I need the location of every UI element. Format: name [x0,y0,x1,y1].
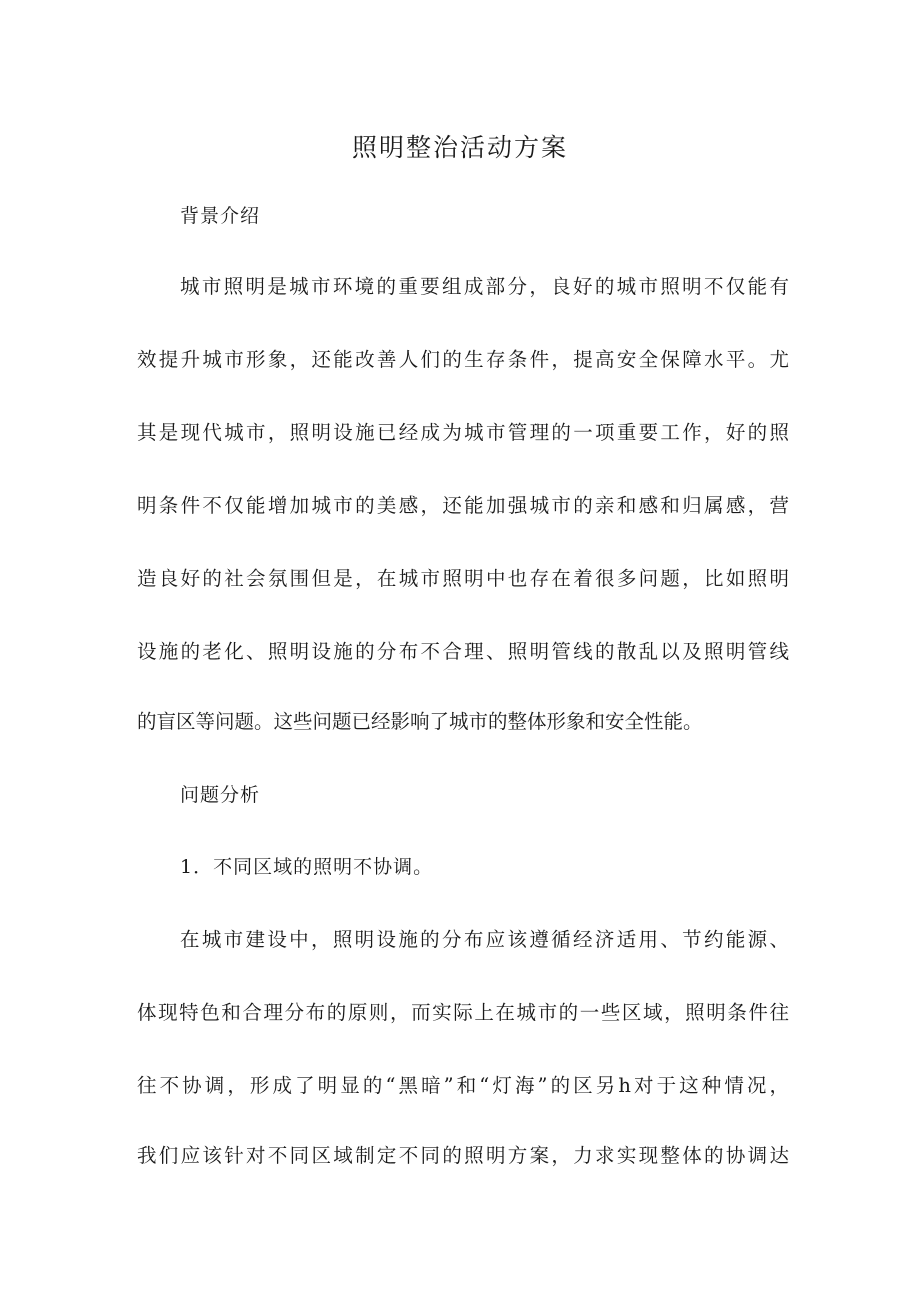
item-1-heading: 1．不同区域的照明不协调。 [180,856,434,878]
paragraph-line: 的盲区等问题。这些问题已经影响了城市的整体形象和安全性能。 [137,710,703,733]
document-title: 照明整治活动方案 [351,133,568,162]
paragraph-line: 体现特色和合理分布的原则，而实际上在城市的一些区域，照明条件往 [137,1001,789,1024]
paragraph-line: 设施的老化、照明设施的分布不合理、照明管线的散乱以及照明管线 [137,640,789,663]
paragraph-line: 效提升城市形象，还能改善人们的生存条件，提高安全保障水平。尤 [137,348,789,371]
paragraph-line: 造良好的社会氛围但是，在城市照明中也存在着很多问题，比如照明 [137,567,789,590]
paragraph-line: 往不协调，形成了明显的“黑暗”和“灯海”的区另h对于这种情况， [137,1074,789,1097]
paragraph-line: 其是现代城市，照明设施已经成为城市管理的一项重要工作，好的照 [137,421,789,444]
paragraph-line: 城市照明是城市环境的重要组成部分，良好的城市照明不仅能有 [180,275,789,298]
analysis-heading: 问题分析 [180,784,261,806]
paragraph-line: 明条件不仅能增加城市的美感，还能加强城市的亲和感和归属感，营 [137,494,789,517]
paragraph-line: 在城市建设中，照明设施的分布应该遵循经济适用、节约能源、 [180,928,789,951]
paragraph-line: 我们应该针对不同区域制定不同的照明方案，力求实现整体的协调达 [137,1144,789,1167]
background-heading: 背景介绍 [180,205,261,227]
